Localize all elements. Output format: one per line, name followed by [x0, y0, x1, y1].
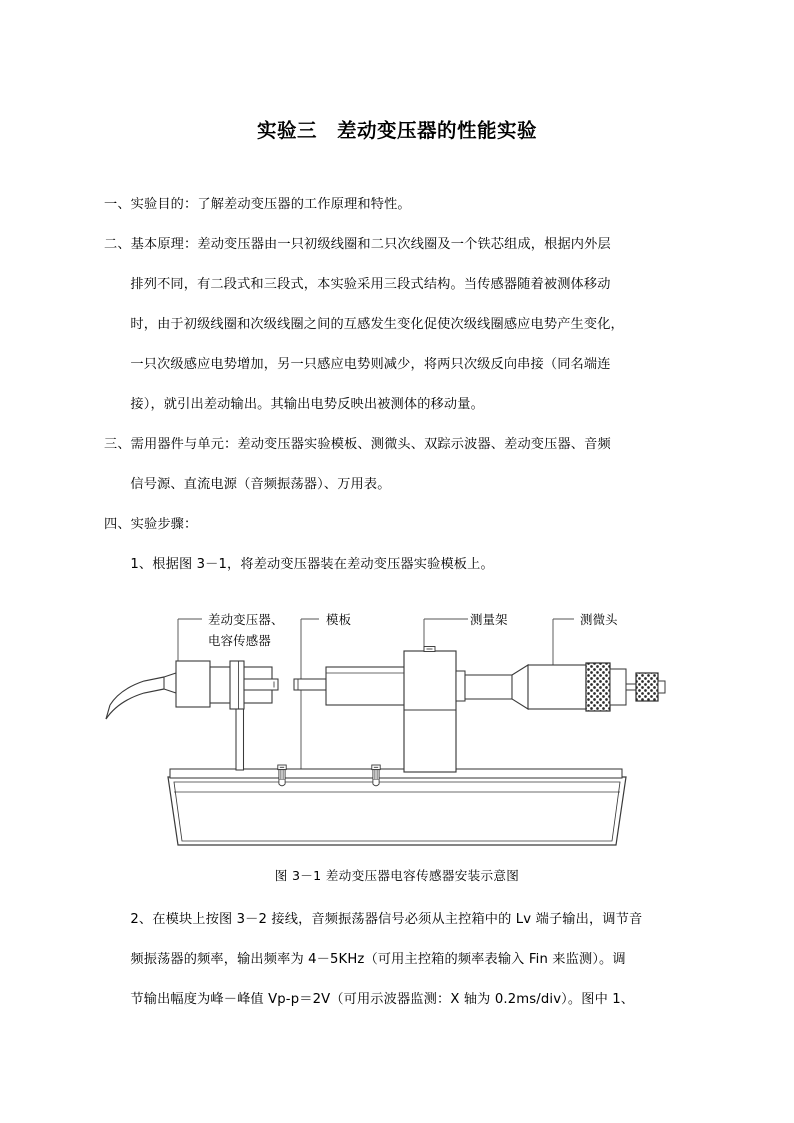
figure-label-micrometer: 测微头 — [580, 612, 618, 628]
step-2-line-1: 频振荡器的频率，输出频率为 4－5KHz（可用主控箱的频率表输入 Fin 来监测）。调 — [130, 952, 626, 968]
page-title: 实验三 差动变压器的性能实验 — [256, 119, 537, 142]
figure-label-template: 模板 — [326, 612, 352, 628]
micrometer-head — [456, 663, 665, 711]
step-2-line-0: 2、在模块上按图 3－2 接线，音频振荡器信号必须从主控箱中的 Lv 端子输出，调节音 — [130, 912, 643, 928]
figure-label-sensor-line1: 差动变压器、 — [208, 612, 284, 628]
section-purpose-line-0: 一、实验目的：了解差动变压器的工作原理和特性。 — [104, 197, 411, 213]
section-principle-line-1: 排列不同，有二段式和三段式，本实验采用三段式结构。当传感器随着被测体移动 — [130, 277, 611, 293]
sensor-assembly — [106, 661, 278, 719]
section-principle-line-2: 时，由于初级线圈和次级线圈之间的互感发生变化促使次级线圈感应电势产生变化， — [130, 317, 624, 333]
bolt-left — [278, 765, 286, 786]
document-body — [104, 185, 690, 1020]
section-principle-line-3: 一只次级感应电势增加，另一只感应电势则减少，将两只次级反向串接（同名端连 — [130, 357, 611, 373]
section-equipment-line-1: 信号源、直流电源（音频振荡器）、万用表。 — [130, 477, 391, 493]
step-2-line-2: 节输出幅度为峰－峰值 Vp-p＝2V（可用示波器监测：X 轴为 0.2ms/div）。图中 1、 — [130, 992, 635, 1008]
step-1: 1、根据图 3－1，将差动变压器装在差动变压器实验模板上。 — [130, 557, 494, 573]
bolt-right — [372, 765, 380, 786]
section-principle-line-4: 接），就引出差动输出。其输出电势反映出被测体的移动量。 — [130, 397, 484, 413]
section-equipment-line-0: 三、需用器件与单元：差动变压器实验模板、测微头、双踪示波器、差动变压器、音频 — [104, 437, 611, 453]
figure-caption: 图 3－1 差动变压器电容传感器安装示意图 — [274, 868, 520, 884]
figure-label-bracket: 测量架 — [470, 612, 508, 628]
figure-label-sensor-line2: 电容传感器 — [208, 633, 271, 649]
section-principle-line-0: 二、基本原理：差动变压器由一只初级线圈和二只次线圈及一个铁芯组成，根据内外层 — [104, 237, 611, 253]
base-plate — [168, 777, 626, 845]
section-steps-heading: 四、实验步骤： — [104, 517, 198, 533]
measuring-bracket — [404, 647, 456, 773]
figure-3-1 — [104, 593, 690, 863]
core-rod-assembly — [294, 667, 412, 705]
